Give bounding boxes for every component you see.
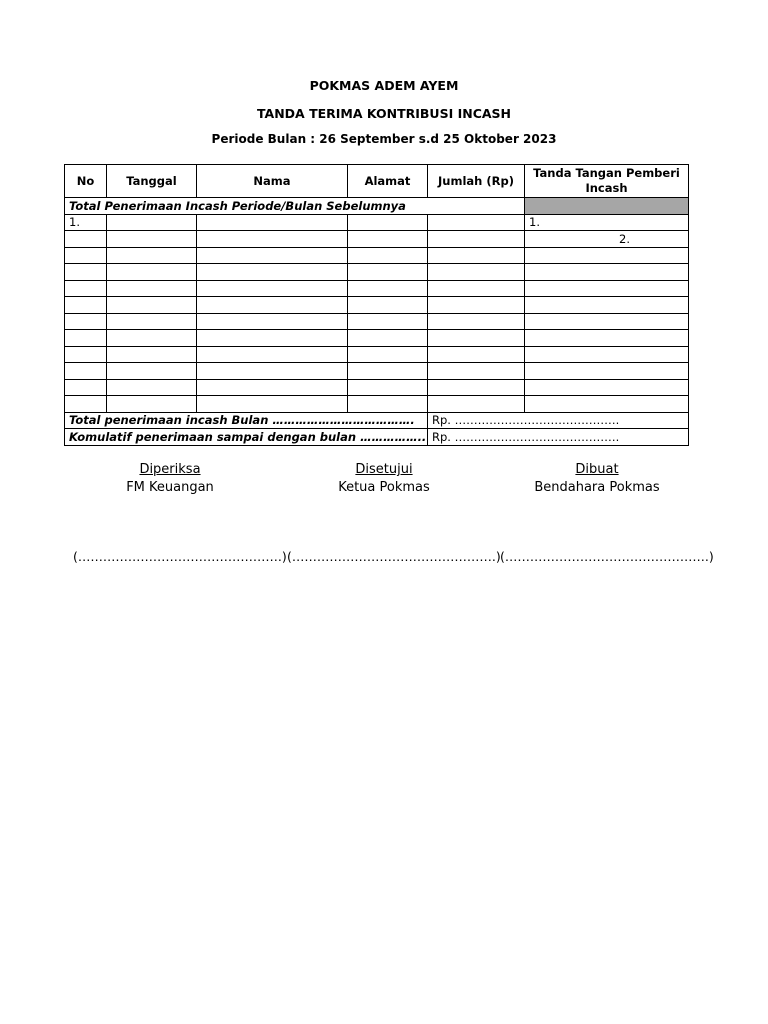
cumulative-label: Komulatif penerimaan sampai dengan bulan …………….. — [65, 429, 428, 446]
cell-tanggal[interactable] — [107, 297, 197, 314]
table-row — [65, 330, 689, 347]
cell-tanggal[interactable] — [107, 379, 197, 396]
table-row — [65, 280, 689, 297]
table-row — [65, 247, 689, 264]
cell-jumlah[interactable] — [428, 379, 525, 396]
signature-role: Diperiksa — [139, 462, 201, 477]
cell-alamat[interactable] — [348, 313, 428, 330]
cell-no[interactable] — [65, 346, 107, 363]
table-row — [65, 264, 689, 281]
table-row — [65, 363, 689, 380]
month-total-label: Total penerimaan incash Bulan ………………………………. — [65, 412, 428, 429]
cell-no[interactable] — [65, 396, 107, 413]
cell-tanggal[interactable] — [107, 346, 197, 363]
signature-position: Bendahara Pokmas — [534, 480, 660, 495]
cell-alamat[interactable] — [348, 379, 428, 396]
cell-signature[interactable]: 1. — [525, 214, 689, 231]
table-row — [65, 231, 689, 248]
signature-line-checked[interactable]: (………………………………………….) — [73, 549, 287, 564]
period-label: Periode Bulan : 26 September s.d 25 Oktober 2023 — [211, 132, 557, 146]
cell-alamat[interactable] — [348, 214, 428, 231]
cell-alamat[interactable] — [348, 264, 428, 281]
cell-no[interactable] — [65, 363, 107, 380]
signature-line-approved[interactable]: (………………………………………….) — [287, 549, 501, 564]
cell-jumlah[interactable] — [428, 363, 525, 380]
cell-no[interactable]: 1. — [65, 214, 107, 231]
cell-jumlah[interactable] — [428, 396, 525, 413]
cell-no[interactable] — [65, 264, 107, 281]
previous-total-label: Total Penerimaan Incash Periode/Bulan Sebelumnya — [65, 198, 525, 215]
col-header-jumlah: Jumlah (Rp) — [428, 165, 525, 198]
table-row — [65, 379, 689, 396]
cell-signature[interactable] — [525, 313, 689, 330]
cell-tanggal[interactable] — [107, 396, 197, 413]
cell-signature[interactable]: 2. — [525, 231, 689, 248]
month-total-row — [65, 412, 689, 429]
signature-block-made — [497, 462, 697, 495]
month-total-value[interactable]: Rp. ……………………………………. — [428, 412, 689, 429]
signature-position: Ketua Pokmas — [338, 480, 430, 495]
cell-jumlah[interactable] — [428, 280, 525, 297]
cell-alamat[interactable] — [348, 247, 428, 264]
cell-nama[interactable] — [197, 264, 348, 281]
cell-tanggal[interactable] — [107, 231, 197, 248]
cell-jumlah[interactable] — [428, 346, 525, 363]
cell-tanggal[interactable] — [107, 280, 197, 297]
cell-tanggal[interactable] — [107, 363, 197, 380]
cell-nama[interactable] — [197, 313, 348, 330]
cell-nama[interactable] — [197, 231, 348, 248]
cell-no[interactable] — [65, 247, 107, 264]
cell-tanggal[interactable] — [107, 247, 197, 264]
cell-alamat[interactable] — [348, 346, 428, 363]
cell-signature[interactable] — [525, 346, 689, 363]
signature-block-approved — [284, 462, 484, 495]
table-row — [65, 214, 689, 231]
signature-block-checked — [70, 462, 270, 495]
cell-signature[interactable] — [525, 297, 689, 314]
cell-nama[interactable] — [197, 379, 348, 396]
cumulative-row — [65, 429, 689, 446]
receipt-table — [64, 164, 689, 446]
table-row — [65, 346, 689, 363]
cell-signature[interactable] — [525, 247, 689, 264]
col-header-nama: Nama — [197, 165, 348, 198]
cell-jumlah[interactable] — [428, 297, 525, 314]
cell-no[interactable] — [65, 330, 107, 347]
cell-nama[interactable] — [197, 280, 348, 297]
cell-no[interactable] — [65, 231, 107, 248]
cumulative-value[interactable]: Rp. ……………………………………. — [428, 429, 689, 446]
cell-jumlah[interactable] — [428, 247, 525, 264]
table-row — [65, 313, 689, 330]
cell-alamat[interactable] — [348, 297, 428, 314]
signature-role: Disetujui — [355, 462, 413, 477]
cell-tanggal[interactable] — [107, 264, 197, 281]
cell-nama[interactable] — [197, 346, 348, 363]
cell-signature[interactable] — [525, 280, 689, 297]
cell-signature[interactable] — [525, 379, 689, 396]
table-header-row — [65, 165, 689, 198]
cell-alamat[interactable] — [348, 330, 428, 347]
previous-total-row — [65, 198, 689, 215]
cell-jumlah[interactable] — [428, 330, 525, 347]
cell-alamat[interactable] — [348, 231, 428, 248]
cell-no[interactable] — [65, 297, 107, 314]
cell-jumlah[interactable] — [428, 214, 525, 231]
signature-position: FM Keuangan — [126, 480, 214, 495]
cell-tanggal[interactable] — [107, 313, 197, 330]
cell-nama[interactable] — [197, 330, 348, 347]
cell-signature[interactable] — [525, 330, 689, 347]
document-title: TANDA TERIMA KONTRIBUSI INCASH — [256, 106, 512, 121]
cell-signature[interactable] — [525, 264, 689, 281]
cell-signature[interactable] — [525, 396, 689, 413]
cell-jumlah[interactable] — [428, 313, 525, 330]
col-header-alamat: Alamat — [348, 165, 428, 198]
table-row — [65, 396, 689, 413]
col-header-tanggal: Tanggal — [107, 165, 197, 198]
table-row — [65, 297, 689, 314]
cell-nama[interactable] — [197, 363, 348, 380]
signature-role: Dibuat — [575, 462, 619, 477]
cell-no[interactable] — [65, 313, 107, 330]
cell-nama[interactable] — [197, 297, 348, 314]
signature-line-made[interactable]: (………………………………………….) — [500, 549, 714, 564]
cell-jumlah[interactable] — [428, 264, 525, 281]
col-header-no: No — [65, 165, 107, 198]
previous-total-shaded-cell — [525, 198, 689, 215]
cell-nama[interactable] — [197, 214, 348, 231]
cell-alamat[interactable] — [348, 280, 428, 297]
cell-alamat[interactable] — [348, 396, 428, 413]
cell-tanggal[interactable] — [107, 214, 197, 231]
cell-jumlah[interactable] — [428, 231, 525, 248]
cell-signature[interactable] — [525, 363, 689, 380]
cell-no[interactable] — [65, 280, 107, 297]
org-title: POKMAS ADEM AYEM — [309, 78, 459, 93]
cell-nama[interactable] — [197, 247, 348, 264]
cell-no[interactable] — [65, 379, 107, 396]
cell-alamat[interactable] — [348, 363, 428, 380]
col-header-signature: Tanda Tangan Pemberi Incash — [525, 165, 689, 198]
cell-tanggal[interactable] — [107, 330, 197, 347]
cell-nama[interactable] — [197, 396, 348, 413]
